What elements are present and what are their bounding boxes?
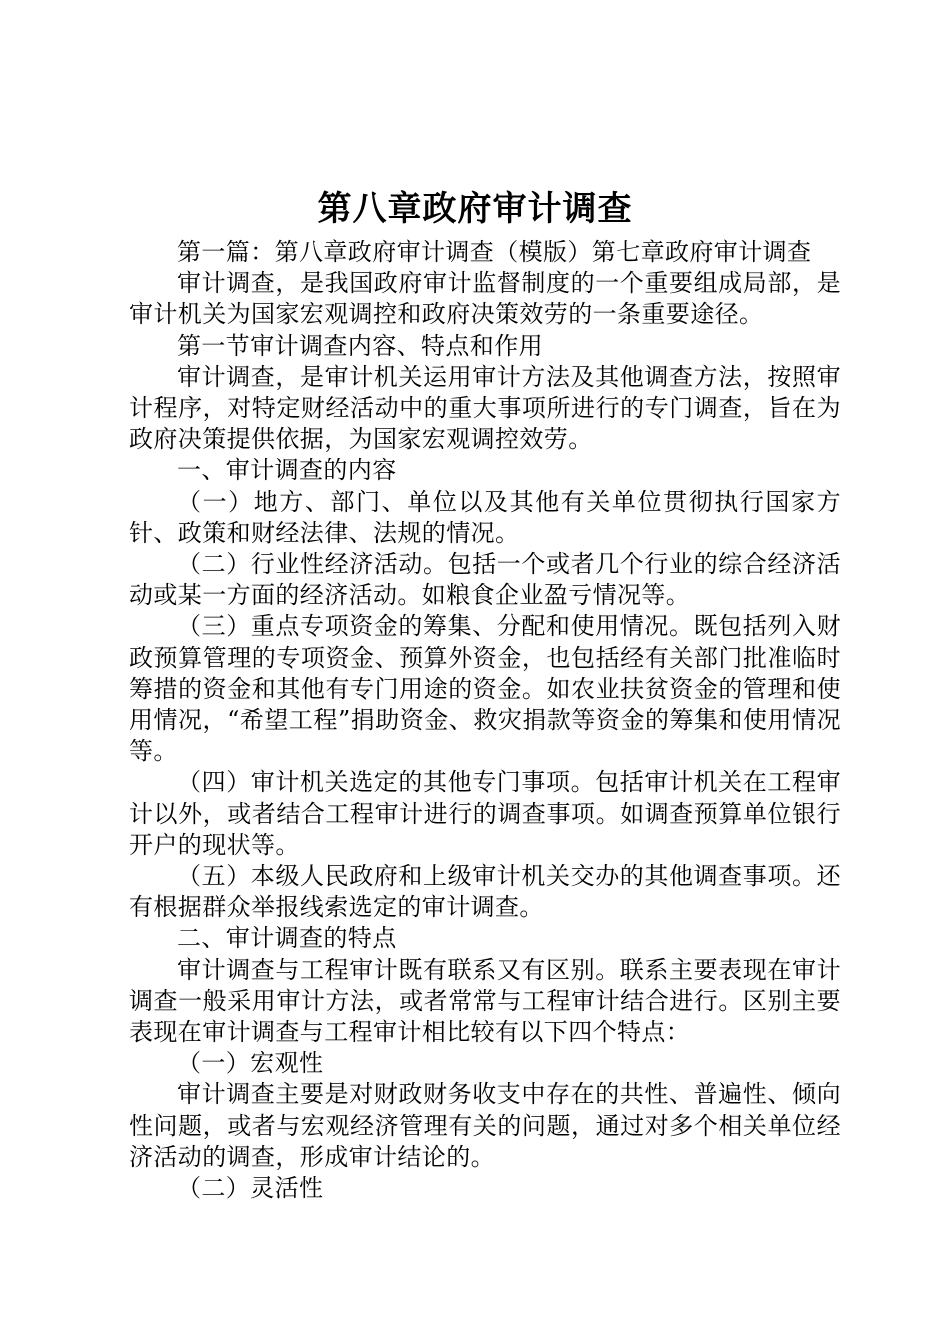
list-item: （四）审计机关选定的其他专门事项。包括审计机关在工程审计以外，或者结合工程审计进行的调查事项。如调查预算单位银行开户的现状等。 — [129, 768, 841, 859]
paragraph: 审计调查主要是对财政财务收支中存在的共性、普遍性、倾向性问题，或者与宏观经济管理有关的问题，通过对多个相关单位经济活动的调查，形成审计结论的。 — [129, 1080, 841, 1171]
list-item: （五）本级人民政府和上级审计机关交办的其他调查事项。还有根据群众举报线索选定的审计调查。 — [129, 862, 841, 922]
list-item: （二）行业性经济活动。包括一个或者几个行业的综合经济活动或某一方面的经济活动。如粮食企业盈亏情况等。 — [129, 550, 841, 610]
document-title: 第八章政府审计调查 — [317, 189, 633, 229]
subsection-heading: （一）宏观性 — [177, 1049, 324, 1078]
document-body — [129, 237, 841, 1204]
list-item: （一）地方、部门、单位以及其他有关单位贯彻执行国家方针、政策和财经法律、法规的情况。 — [129, 487, 841, 547]
list-item: （三）重点专项资金的筹集、分配和使用情况。既包括列入财政预算管理的专项资金、预算外资金，也包括经有关部门批准临时筹措的资金和其他有专门用途的资金。如农业扶贫资金的管理和使用情况，“希望工程”捐助资金、救灾捐款等资金的筹集和使用情况等。 — [129, 612, 841, 766]
section-heading: 第一节审计调查内容、特点和作用 — [177, 331, 543, 360]
paragraph: 审计调查与工程审计既有联系又有区别。联系主要表现在审计调查一般采用审计方法，或者常常与工程审计结合进行。区别主要表现在审计调查与工程审计相比较有以下四个特点： — [129, 955, 841, 1047]
section-heading: 一、审计调查的内容 — [177, 456, 397, 485]
section-heading: 二、审计调查的特点 — [177, 924, 397, 953]
paragraph: 审计调查，是审计机关运用审计方法及其他调查方法，按照审计程序，对特定财经活动中的重大事项所进行的专门调查，旨在为政府决策提供依据，为国家宏观调控效劳。 — [129, 362, 841, 454]
paragraph: 审计调查，是我国政府审计监督制度的一个重要组成局部，是审计机关为国家宏观调控和政府决策效劳的一条重要途径。 — [129, 269, 841, 329]
subsection-heading: （二）灵活性 — [177, 1174, 324, 1203]
paragraph: 第一篇：第八章政府审计调查（模版）第七章政府审计调查 — [177, 238, 812, 266]
